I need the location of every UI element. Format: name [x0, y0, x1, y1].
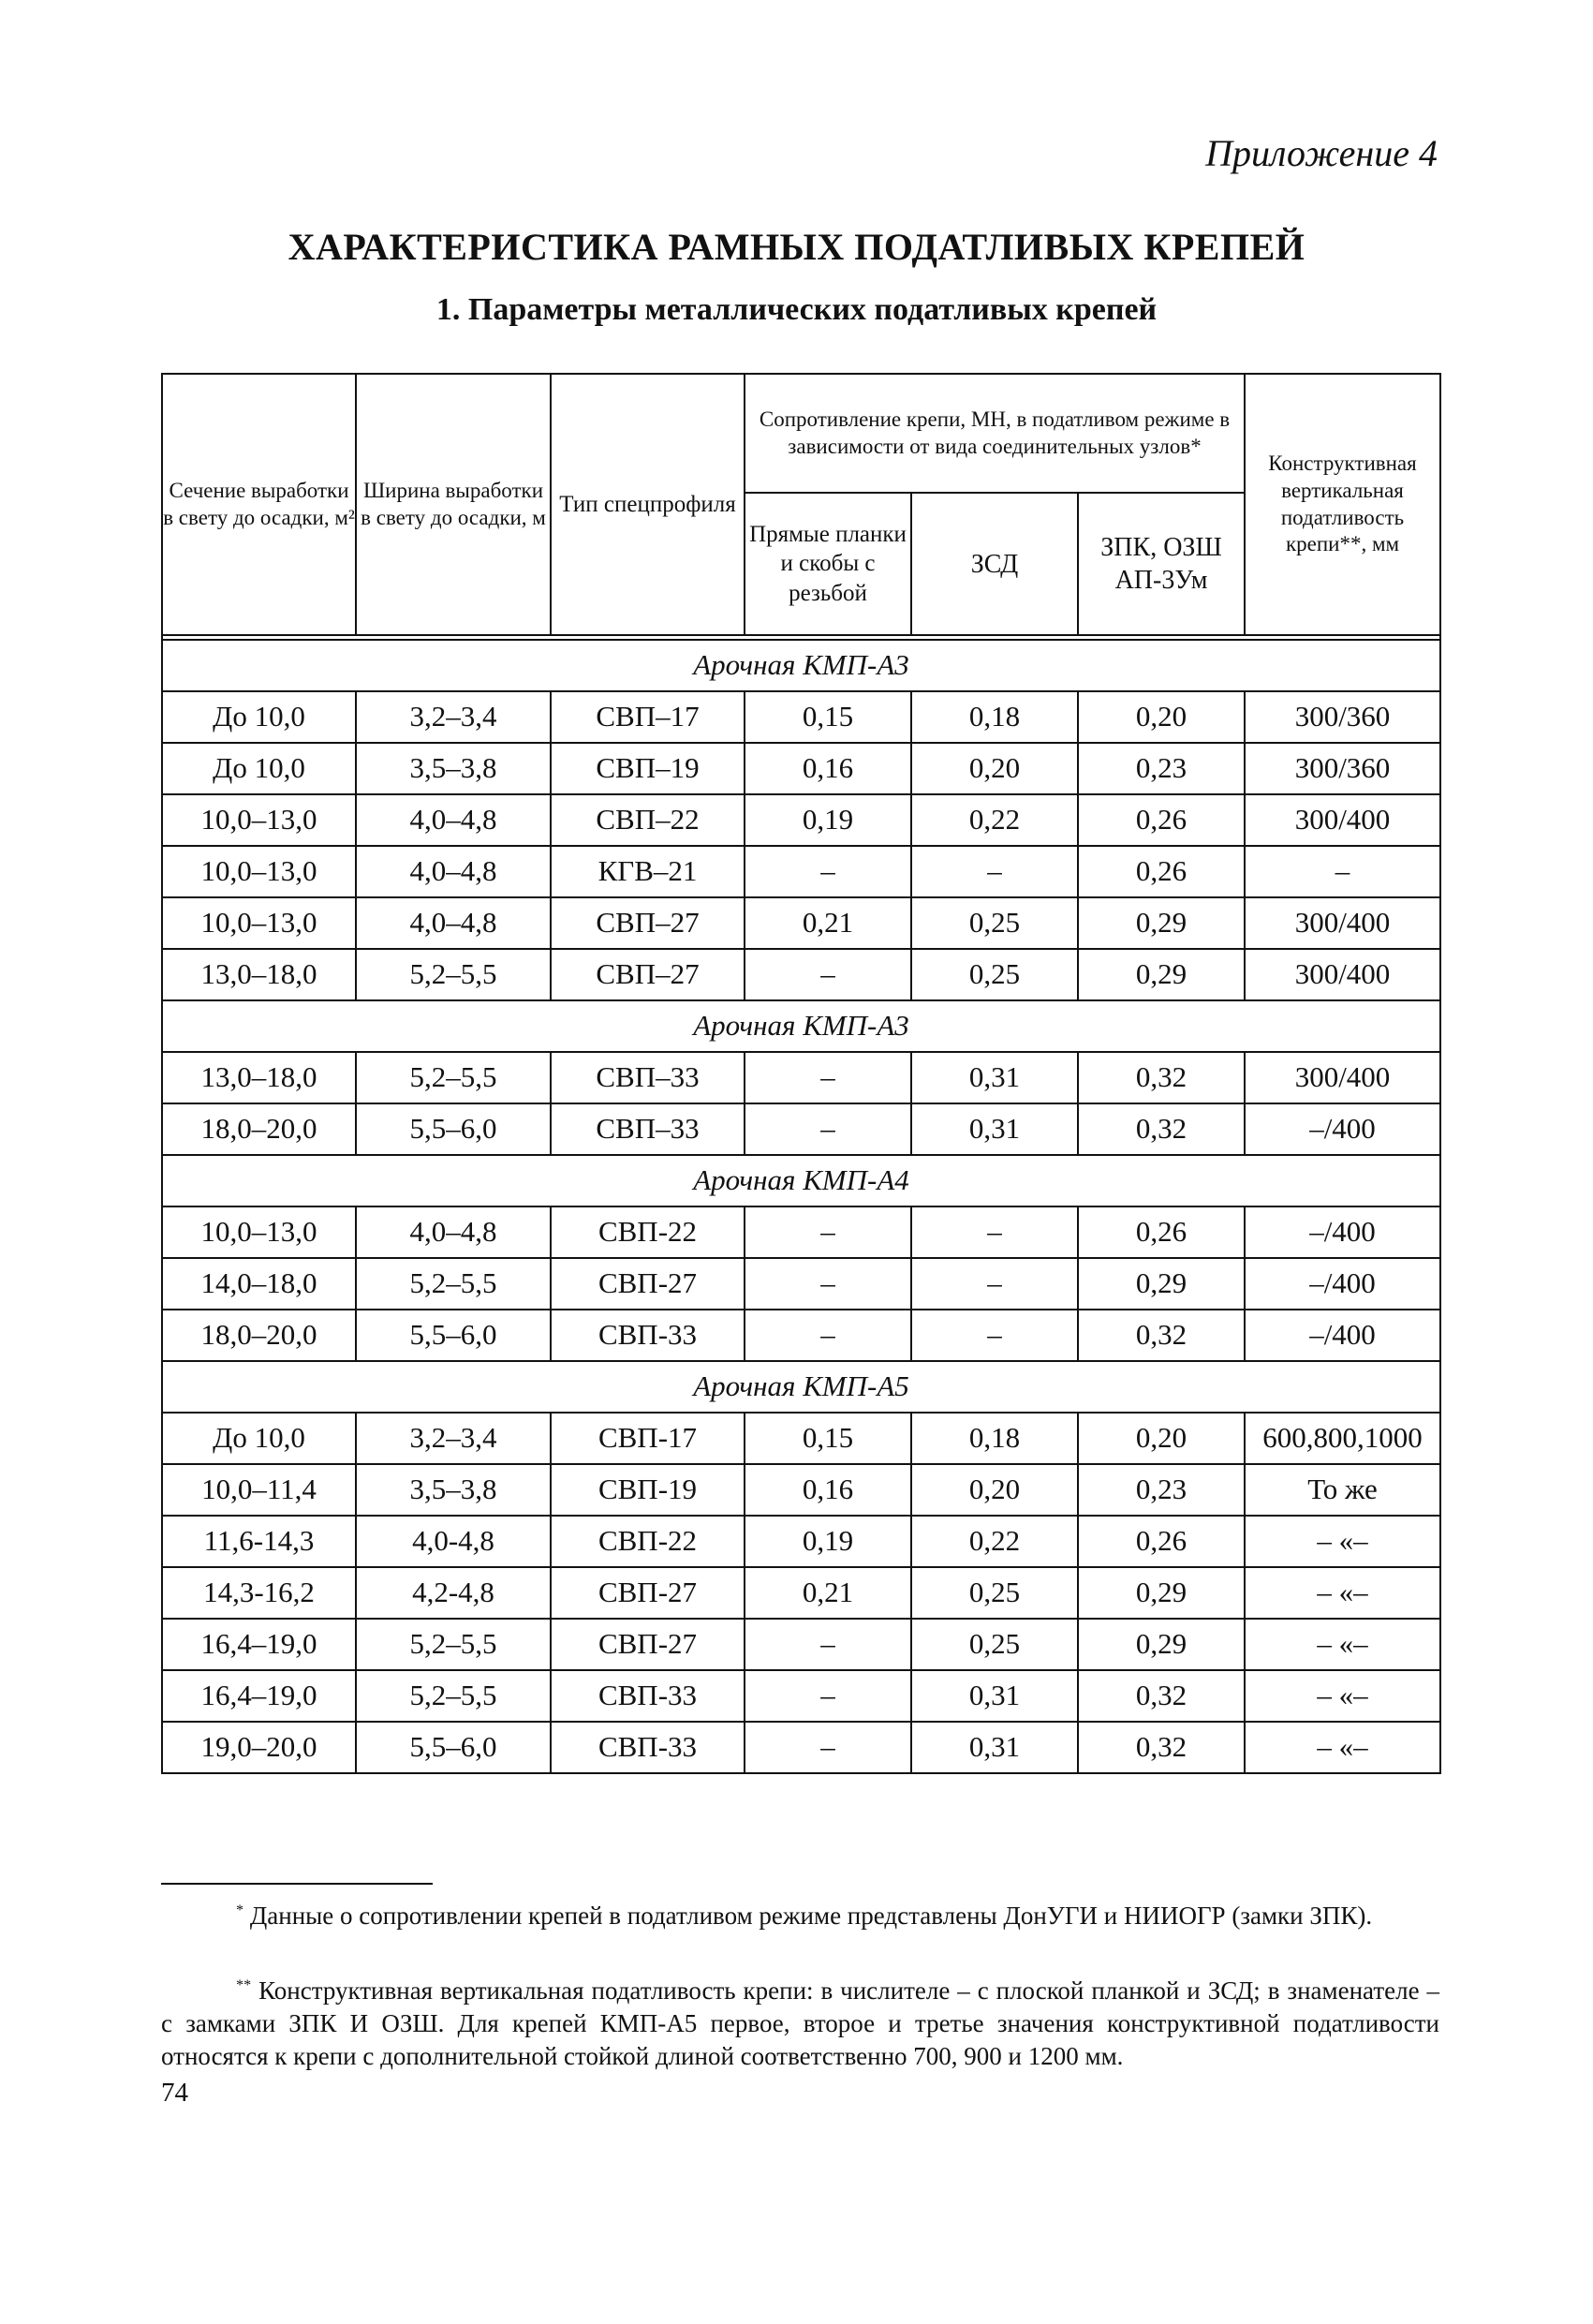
- cell-zsd: 0,18: [911, 1413, 1078, 1464]
- cell-width: 3,5–3,8: [356, 743, 551, 794]
- cell-straight: –: [745, 949, 911, 1000]
- cell-straight: –: [745, 1619, 911, 1670]
- header-zsd: ЗСД: [911, 493, 1078, 635]
- supports-table: [161, 373, 1441, 1774]
- cell-compliance: – «–: [1245, 1722, 1440, 1773]
- cell-section: 19,0–20,0: [162, 1722, 356, 1773]
- cell-width: 4,2-4,8: [356, 1567, 551, 1619]
- cell-width: 3,2–3,4: [356, 691, 551, 743]
- cell-straight: 0,15: [745, 1413, 911, 1464]
- cell-width: 3,5–3,8: [356, 1464, 551, 1516]
- footnote-2: [161, 1975, 1439, 2073]
- cell-width: 5,2–5,5: [356, 1670, 551, 1722]
- cell-zpk: 0,20: [1078, 691, 1245, 743]
- cell-zsd: 0,25: [911, 1567, 1078, 1619]
- cell-straight: –: [745, 846, 911, 897]
- cell-section: 13,0–18,0: [162, 949, 356, 1000]
- cell-zpk: 0,29: [1078, 1258, 1245, 1310]
- cell-width: 4,0-4,8: [356, 1516, 551, 1567]
- cell-compliance: –: [1245, 846, 1440, 897]
- group-row: [162, 1361, 1440, 1413]
- cell-profile: СВП–19: [551, 743, 745, 794]
- footnote-divider: [161, 1883, 433, 1885]
- cell-compliance: 300/400: [1245, 949, 1440, 1000]
- cell-straight: –: [745, 1258, 911, 1310]
- cell-compliance: –/400: [1245, 1310, 1440, 1361]
- cell-profile: СВП-19: [551, 1464, 745, 1516]
- cell-zsd: 0,22: [911, 794, 1078, 846]
- cell-zpk: 0,32: [1078, 1103, 1245, 1155]
- cell-straight: –: [745, 1310, 911, 1361]
- cell-profile: СВП-33: [551, 1310, 745, 1361]
- cell-zsd: 0,18: [911, 691, 1078, 743]
- cell-zsd: 0,25: [911, 949, 1078, 1000]
- cell-straight: 0,21: [745, 897, 911, 949]
- cell-width: 5,2–5,5: [356, 1258, 551, 1310]
- cell-zsd: 0,25: [911, 897, 1078, 949]
- table-row: [162, 1052, 1440, 1103]
- cell-straight: –: [745, 1052, 911, 1103]
- cell-width: 5,2–5,5: [356, 1052, 551, 1103]
- cell-zpk: 0,23: [1078, 1464, 1245, 1516]
- cell-zpk: 0,26: [1078, 1516, 1245, 1567]
- cell-compliance: 300/400: [1245, 794, 1440, 846]
- cell-width: 5,2–5,5: [356, 1619, 551, 1670]
- cell-straight: 0,21: [745, 1567, 911, 1619]
- cell-width: 5,5–6,0: [356, 1722, 551, 1773]
- cell-compliance: –/400: [1245, 1206, 1440, 1258]
- header-section: Сечение выработки в свету до осадки, м²: [162, 374, 356, 635]
- table-row: [162, 1258, 1440, 1310]
- footnote-2-text: Конструктивная вертикальная податливость крепи: в числителе – с плоской планкой и ЗСД; в знаменателе – с замками ЗПК И ОЗШ. Для крепей КМП-А5 первое, второе и третье значения конструктивной податливости относятся к крепи с дополнительной стойкой длиной соответственно 700, 900 и 1200 мм.: [161, 1976, 1440, 2071]
- cell-section: До 10,0: [162, 691, 356, 743]
- cell-zpk: 0,29: [1078, 949, 1245, 1000]
- table-row: [162, 1103, 1440, 1155]
- cell-zsd: 0,31: [911, 1052, 1078, 1103]
- appendix-label: Приложение 4: [1205, 132, 1438, 174]
- cell-width: 5,2–5,5: [356, 949, 551, 1000]
- cell-profile: СВП–27: [551, 949, 745, 1000]
- cell-zpk: 0,32: [1078, 1310, 1245, 1361]
- cell-zpk: 0,32: [1078, 1052, 1245, 1103]
- cell-zsd: 0,31: [911, 1670, 1078, 1722]
- footnote-1-text: Данные о сопротивлении крепей в податливом режиме представлены ДонУГИ и НИИОГР (замки ЗПК).: [249, 1902, 1373, 1930]
- cell-profile: СВП-22: [551, 1516, 745, 1567]
- cell-profile: СВП-27: [551, 1258, 745, 1310]
- cell-section: 16,4–19,0: [162, 1619, 356, 1670]
- table-row: [162, 1567, 1440, 1619]
- cell-compliance: 300/400: [1245, 897, 1440, 949]
- cell-zsd: –: [911, 1310, 1078, 1361]
- header-resistance: Сопротивление крепи, МН, в податливом режиме в зависимости от вида соединительных узлов*: [745, 374, 1245, 493]
- cell-compliance: – «–: [1245, 1516, 1440, 1567]
- cell-zpk: 0,32: [1078, 1722, 1245, 1773]
- table-row: [162, 794, 1440, 846]
- cell-section: До 10,0: [162, 1413, 356, 1464]
- cell-profile: СВП-33: [551, 1722, 745, 1773]
- cell-straight: –: [745, 1722, 911, 1773]
- cell-zpk: 0,23: [1078, 743, 1245, 794]
- cell-zsd: 0,22: [911, 1516, 1078, 1567]
- cell-profile: СВП-27: [551, 1619, 745, 1670]
- cell-section: 14,3-16,2: [162, 1567, 356, 1619]
- table-row: [162, 897, 1440, 949]
- table-subtitle: 1. Параметры металлических податливых крепей: [435, 292, 1158, 327]
- header-compliance: Конструктивная вертикальная податливость крепи**, мм: [1245, 374, 1440, 635]
- cell-profile: СВП–27: [551, 897, 745, 949]
- table-row: [162, 743, 1440, 794]
- table-row: [162, 1464, 1440, 1516]
- cell-profile: СВП-27: [551, 1567, 745, 1619]
- cell-zpk: 0,29: [1078, 1567, 1245, 1619]
- cell-straight: 0,19: [745, 794, 911, 846]
- footnote-2-mark: **: [236, 1976, 252, 1993]
- cell-compliance: 600,800,1000: [1245, 1413, 1440, 1464]
- cell-zsd: 0,20: [911, 743, 1078, 794]
- footnote-1-mark: *: [236, 1902, 244, 1918]
- table-row: [162, 1310, 1440, 1361]
- group-title: Арочная КМП-А3: [162, 640, 1440, 691]
- cell-section: 16,4–19,0: [162, 1670, 356, 1722]
- group-row: [162, 1155, 1440, 1206]
- cell-profile: СВП–33: [551, 1103, 745, 1155]
- cell-profile: КГВ–21: [551, 846, 745, 897]
- cell-width: 5,5–6,0: [356, 1103, 551, 1155]
- cell-zsd: 0,20: [911, 1464, 1078, 1516]
- cell-section: 10,0–13,0: [162, 794, 356, 846]
- cell-width: 4,0–4,8: [356, 846, 551, 897]
- group-title: Арочная КМП-А4: [162, 1155, 1440, 1206]
- cell-profile: СВП-17: [551, 1413, 745, 1464]
- table-row: [162, 1516, 1440, 1567]
- cell-profile: СВП-33: [551, 1670, 745, 1722]
- cell-width: 3,2–3,4: [356, 1413, 551, 1464]
- cell-section: До 10,0: [162, 743, 356, 794]
- cell-straight: 0,16: [745, 743, 911, 794]
- cell-profile: СВП–17: [551, 691, 745, 743]
- table-header: [162, 374, 1440, 635]
- header-zpk: ЗПК, ОЗШ АП-3Ум: [1078, 493, 1245, 635]
- table-row: [162, 1206, 1440, 1258]
- group-row: [162, 640, 1440, 691]
- cell-zpk: 0,26: [1078, 794, 1245, 846]
- group-title: Арочная КМП-А5: [162, 1361, 1440, 1413]
- cell-compliance: 300/400: [1245, 1052, 1440, 1103]
- cell-width: 4,0–4,8: [356, 794, 551, 846]
- table-body: [162, 635, 1440, 1773]
- cell-section: 11,6-14,3: [162, 1516, 356, 1567]
- cell-width: 5,5–6,0: [356, 1310, 551, 1361]
- cell-straight: 0,19: [745, 1516, 911, 1567]
- cell-section: 10,0–13,0: [162, 897, 356, 949]
- cell-zsd: –: [911, 846, 1078, 897]
- table-row: [162, 1722, 1440, 1773]
- header-straight: Прямые планки и скобы с резьбой: [745, 493, 911, 635]
- page-number: 74: [161, 2078, 188, 2108]
- cell-zpk: 0,26: [1078, 846, 1245, 897]
- cell-compliance: 300/360: [1245, 743, 1440, 794]
- table-row: [162, 1670, 1440, 1722]
- table-row: [162, 846, 1440, 897]
- cell-section: 18,0–20,0: [162, 1103, 356, 1155]
- cell-straight: 0,15: [745, 691, 911, 743]
- cell-zsd: 0,25: [911, 1619, 1078, 1670]
- cell-width: 4,0–4,8: [356, 1206, 551, 1258]
- cell-zsd: 0,31: [911, 1103, 1078, 1155]
- cell-zpk: 0,32: [1078, 1670, 1245, 1722]
- header-profile: Тип спецпрофиля: [551, 374, 745, 635]
- cell-compliance: – «–: [1245, 1567, 1440, 1619]
- cell-zpk: 0,26: [1078, 1206, 1245, 1258]
- cell-compliance: –/400: [1245, 1103, 1440, 1155]
- cell-compliance: То же: [1245, 1464, 1440, 1516]
- cell-section: 10,0–13,0: [162, 1206, 356, 1258]
- cell-zpk: 0,20: [1078, 1413, 1245, 1464]
- table-row: [162, 949, 1440, 1000]
- cell-straight: –: [745, 1206, 911, 1258]
- cell-straight: –: [745, 1103, 911, 1155]
- cell-zpk: 0,29: [1078, 897, 1245, 949]
- cell-section: 10,0–11,4: [162, 1464, 356, 1516]
- cell-straight: 0,16: [745, 1464, 911, 1516]
- cell-section: 13,0–18,0: [162, 1052, 356, 1103]
- cell-zsd: –: [911, 1206, 1078, 1258]
- cell-profile: СВП-22: [551, 1206, 745, 1258]
- cell-compliance: 300/360: [1245, 691, 1440, 743]
- footnote-1: [161, 1900, 1439, 1932]
- group-title: Арочная КМП-А3: [162, 1000, 1440, 1052]
- cell-compliance: – «–: [1245, 1619, 1440, 1670]
- cell-zsd: 0,31: [911, 1722, 1078, 1773]
- cell-section: 18,0–20,0: [162, 1310, 356, 1361]
- table-row: [162, 691, 1440, 743]
- cell-profile: СВП–33: [551, 1052, 745, 1103]
- cell-straight: –: [745, 1670, 911, 1722]
- group-row: [162, 1000, 1440, 1052]
- header-width: Ширина выработки в свету до осадки, м: [356, 374, 551, 635]
- table-row: [162, 1413, 1440, 1464]
- cell-section: 10,0–13,0: [162, 846, 356, 897]
- page-title: ХАРАКТЕРИСТИКА РАМНЫХ ПОДАТЛИВЫХ КРЕПЕЙ: [288, 226, 1305, 268]
- cell-compliance: – «–: [1245, 1670, 1440, 1722]
- cell-zpk: 0,29: [1078, 1619, 1245, 1670]
- cell-width: 4,0–4,8: [356, 897, 551, 949]
- cell-compliance: –/400: [1245, 1258, 1440, 1310]
- cell-profile: СВП–22: [551, 794, 745, 846]
- cell-zsd: –: [911, 1258, 1078, 1310]
- cell-section: 14,0–18,0: [162, 1258, 356, 1310]
- table-row: [162, 1619, 1440, 1670]
